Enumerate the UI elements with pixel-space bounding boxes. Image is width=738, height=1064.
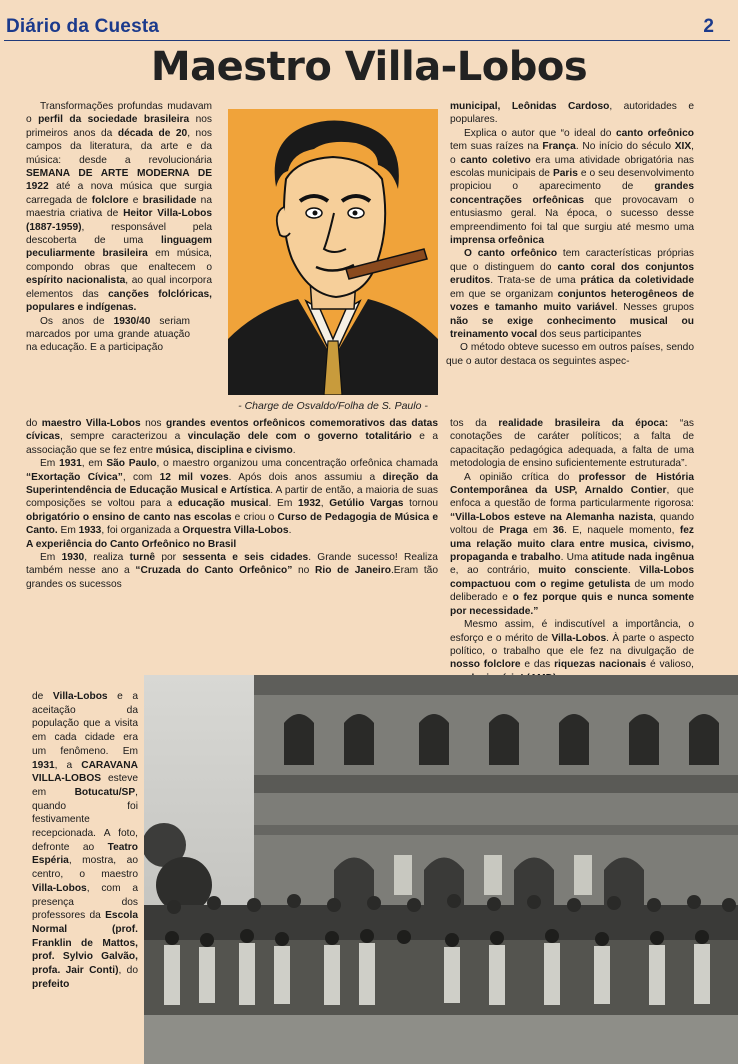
article-headline: Maestro Villa-Lobos (150, 44, 588, 90)
caricature-caption: - Charge de Osvaldo/Folha de S. Paulo - (238, 400, 428, 412)
page-number: 2 (703, 16, 714, 37)
conclusion-paragraph: Mesmo assim, é indiscutível a importância, o esforço e o mérito de Villa-Lobos. À parte o aspecto político, o trabalho que ele fez na divulgação de nosso folclore e das riquezas nacionais é valioso, (450, 619, 694, 671)
villa-lobos-caricature (228, 109, 438, 395)
method-paragraph-cont: tos da realidade brasileira da época: “as conotações de caráter políticos; a falta de capacitação pedagógica adequada, a falta de uma metodologia de ensino suficientemente estruturada”. (450, 418, 694, 470)
education-paragraph-cont: do maestro Villa-Lobos nos grandes eventos orfeônicos comemorativos das datas cívicas, sempre caracterizou a vinculação dele com o governo totalitário e a associação que se fez entre música, disciplina e civismo. (26, 418, 439, 456)
crowd-photo-drawing (144, 675, 738, 1064)
right-column-top (446, 100, 695, 368)
intro-paragraph: Transformações profundas mudavam o perfil da sociedade brasileira nos primeiros anos da década de 20, nos campos da literatura, da arte e da música: desde a revolucionária SEMANA DE ARTE MODERNA DE 1922 até a nova música que surgia carregada de folclore e brasilidade na maestria criativa de Heitor Villa-Lobos (1887-1959), responsável pela descoberta de uma linguagem peculiarmente brasileira em música, compondo obras que enaltecem o espírito nacionalista, ao qual incorpora elementos das canções folclóricas, populares e indígenas. (26, 101, 213, 314)
caricature-drawing (228, 109, 438, 395)
method-paragraph-start: O método obteve sucesso em outros países, sendo que o autor destaca os seguintes aspec- (446, 342, 694, 367)
education-paragraph-start: Os anos de 1930/40 seriam marcados por uma grande atuação na educação. E a participação (26, 315, 190, 354)
left-column-top (26, 100, 212, 355)
exortacao-paragraph: Em 1931, em São Paulo, o maestro organizou uma concentração orfeônica chamada “Exortação Cívica”, com 12 mil vozes. Após dois anos assumiu a direção da Superintendência de Educação Musical e Artística. A partir de então, a maioria de suas composições se voltou para a educação musical. Em 1932, Getúlio Vargas tornou obrigatório o ensino de canto nas escolas e criou o Curso de Pedagogia de Música e Canto. Em 1933, foi organizada a Orquestra Villa-Lobos. (26, 458, 438, 537)
characteristics-paragraph: O canto orfeônico tem características próprias que o distinguem do canto coral dos conjuntos eruditos. Trata-se de uma prática da coletividade em que se organizam conjuntos heterogêneos de vozes e tamanho muito variável. Nesses grupos não se exige conhecimento musical ou treinamento vocal dos seus participantes (450, 248, 695, 340)
attendees-paragraph: municipal, Leônidas Cardoso, autoridades e populares. (450, 101, 694, 126)
masthead (4, 14, 730, 41)
left-wide-block (26, 417, 438, 591)
contier-paragraph: A opinião crítica do professor de História Contemporânea da USP, Arnaldo Contier, que enfoca a questão de forma particularmente rigorosa: “Villa-Lobos esteve na Alemanha nazista, quando voltou de Praga em 36. E, naquele momento, fez uma relação muito clara entre musica, civismo, propaganda e trabalho. Uma atitude nada ingênua e, ao contrário, muito consciente. Villa-Lobos compactuou com o regime getulista de um modo deliberado e o fez porque quis e nunca somente por necessidade.” (450, 471, 695, 617)
tour-paragraph: Em 1930, realiza turnê por sessenta e seis cidades. Grande sucesso! Realiza também nesse ano a “Cruzada do Canto Orfeônico” no Rio de Janeiro.Eram tão grandes os sucessos (26, 552, 438, 590)
left-narrow-column (32, 690, 138, 991)
newspaper-name: Diário da Cuesta (6, 16, 160, 37)
teatro-esperia-photo (144, 675, 738, 1064)
caravana-paragraph: de Villa-Lobos e a aceitação da população que a visita em cada cidade era um fenômeno. Em 1931, a CARAVANA VILLA-LOBOS esteve em Botucatu/SP, quando foi festivamente recepcionada. A foto, defronte ao Teatro Espéria, mostra, ao centro, o maestro Villa-Lobos, com a presença dos professores da Escola Normal (prof. Franklin de Mattos, prof. Sylvio Galvão, profa. Jair Conti), do prefeito (32, 691, 138, 990)
right-lower-block (450, 417, 694, 685)
french-origin-paragraph: Explica o autor que “o ideal do canto orfeônico tem suas raízes na França. No início do século XIX, o canto coletivo era uma atividade obrigatória nas escolas municipais de Paris e o seu desenvolvimento propiciou o aparecimento de grandes concentrações orfeônicas que provocavam o entusiasmo geral. Na época, o sucesso desse empreendimento foi tal que surgiu até mesmo uma imprensa orfeônica (450, 127, 695, 247)
section-subheading: A experiência do Canto Orfeônico no Brasil (26, 538, 237, 550)
